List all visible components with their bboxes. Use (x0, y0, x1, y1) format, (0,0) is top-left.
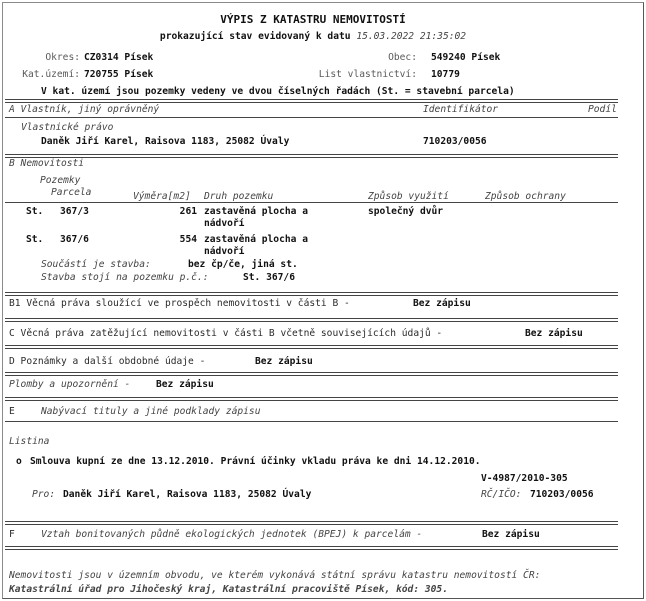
plomby-text: Plomby a upozornění - (9, 379, 131, 390)
footer-line-2: Katastrální úřad pro Jihočeský kraj, Katastrální pracoviště Písek, kód: 305. (9, 584, 448, 595)
katuzemi-value: 720755 Písek (84, 69, 154, 80)
section-c-value: Bez zápisu (525, 328, 583, 339)
section-f-letter: F (9, 529, 15, 540)
section-b-heading: B Nemovitosti (9, 158, 85, 169)
lv-value: 10779 (431, 69, 460, 80)
divider (5, 202, 618, 203)
col-vyuziti: Způsob využití (368, 191, 449, 202)
section-c-text: C Věcná práva zatěžující nemovitosti v části B včetně souvisejících údajů - (9, 328, 443, 339)
divider (5, 546, 618, 550)
parcel-number: 367/6 (60, 234, 89, 245)
parcel-type: zastavěná plocha a (204, 206, 308, 217)
section-d-value: Bez zápisu (255, 356, 313, 367)
soucasti-value: bez čp/če, jiná st. (188, 259, 298, 270)
col-parcela: Parcela (51, 187, 92, 198)
stoji-label: Stavba stojí na pozemku p.č.: (41, 272, 209, 283)
section-f-value: Bez zápisu (482, 529, 540, 540)
col-vymera: Výměra[m2] (133, 191, 191, 202)
col-podil: Podíl (588, 104, 617, 115)
rc-value: 710203/0056 (530, 489, 594, 500)
subtitle-prefix: prokazující stav evidovaný k datu (159, 31, 351, 42)
divider (5, 521, 618, 525)
vlastnicke-pravo-heading: Vlastnické právo (21, 122, 114, 133)
section-b1-value: Bez zápisu (413, 298, 471, 309)
col-pozemky: Pozemky (40, 175, 81, 186)
document-number: V-4987/2010-305 (481, 473, 568, 484)
pro-value: Daněk Jiří Karel, Raisova 1183, 25082 Úvaly (63, 489, 312, 500)
owner-id: 710203/0056 (423, 136, 487, 147)
listina-label: Listina (9, 436, 50, 447)
divider (5, 372, 618, 376)
obec-label: Obec: (388, 52, 417, 63)
parcel-use: společný dvůr (368, 206, 444, 217)
section-f-text: Vztah bonitovaných půdně ekologických jednotek (BPEJ) k parcelám - (41, 529, 423, 540)
section-d-text: D Poznámky a další obdobné údaje - (9, 356, 206, 367)
footer-line-1: Nemovitosti jsou v územním obvodu, ve kterém vykonává státní správu katastru nemovitostí ČR: (9, 570, 541, 581)
divider (5, 345, 618, 349)
parcel-area: 261 (179, 206, 197, 217)
divider (5, 292, 618, 296)
obec-value: 549240 Písek (431, 52, 501, 63)
parcel-prefix: St. (26, 234, 44, 245)
rc-label: RČ/IČO: (481, 489, 522, 500)
soucasti-label: Součástí je stavba: (41, 259, 151, 270)
section-e-heading: Nabývací tituly a jiné podklady zápisu (41, 406, 261, 417)
divider (5, 117, 618, 118)
pro-label: Pro: (32, 489, 56, 500)
owner-name: Daněk Jiří Karel, Raisova 1183, 25082 Úvaly (41, 136, 290, 147)
divider (5, 318, 618, 322)
parcel-prefix: St. (26, 206, 44, 217)
document-subtitle (0, 31, 626, 43)
col-identifikator: Identifikátor (423, 104, 499, 115)
col-druh: Druh pozemku (204, 191, 274, 202)
plomby-value: Bez zápisu (156, 379, 214, 390)
divider (5, 154, 618, 158)
col-ochrany: Způsob ochrany (485, 191, 566, 202)
lv-label: List vlastnictví: (318, 69, 417, 80)
parcel-type: zastavěná plocha a (204, 234, 308, 245)
parcel-area: 554 (179, 234, 197, 245)
divider (5, 421, 618, 422)
divider (5, 99, 618, 103)
bullet: o (16, 456, 22, 467)
section-b1-text: B1 Věcná práva sloužící ve prospěch nemovitosti v části B - (9, 298, 350, 309)
okres-label: Okres: (45, 52, 80, 63)
parcel-type-cont: nádvoří (204, 218, 245, 229)
subtitle-date: 15.03.2022 21:35:02 (356, 31, 467, 42)
katuzemi-label: Kat.území: (22, 69, 80, 80)
stoji-value: St. 367/6 (243, 272, 295, 283)
smlouva-text: Smlouva kupní ze dne 13.12.2010. Právní účinky vkladu práva ke dni 14.12.2010. (30, 456, 481, 467)
document-title: VÝPIS Z KATASTRU NEMOVITOSTÍ (220, 13, 406, 26)
parcel-series-note: V kat. území jsou pozemky vedeny ve dvou číselných řadách (St. = stavební parcela) (41, 86, 515, 97)
section-e-letter: E (9, 406, 15, 417)
section-a-heading: A Vlastník, jiný oprávněný (9, 104, 160, 115)
okres-value: CZ0314 Písek (84, 52, 154, 63)
parcel-number: 367/3 (60, 206, 89, 217)
parcel-type-cont: nádvoří (204, 246, 245, 257)
divider (5, 397, 618, 401)
